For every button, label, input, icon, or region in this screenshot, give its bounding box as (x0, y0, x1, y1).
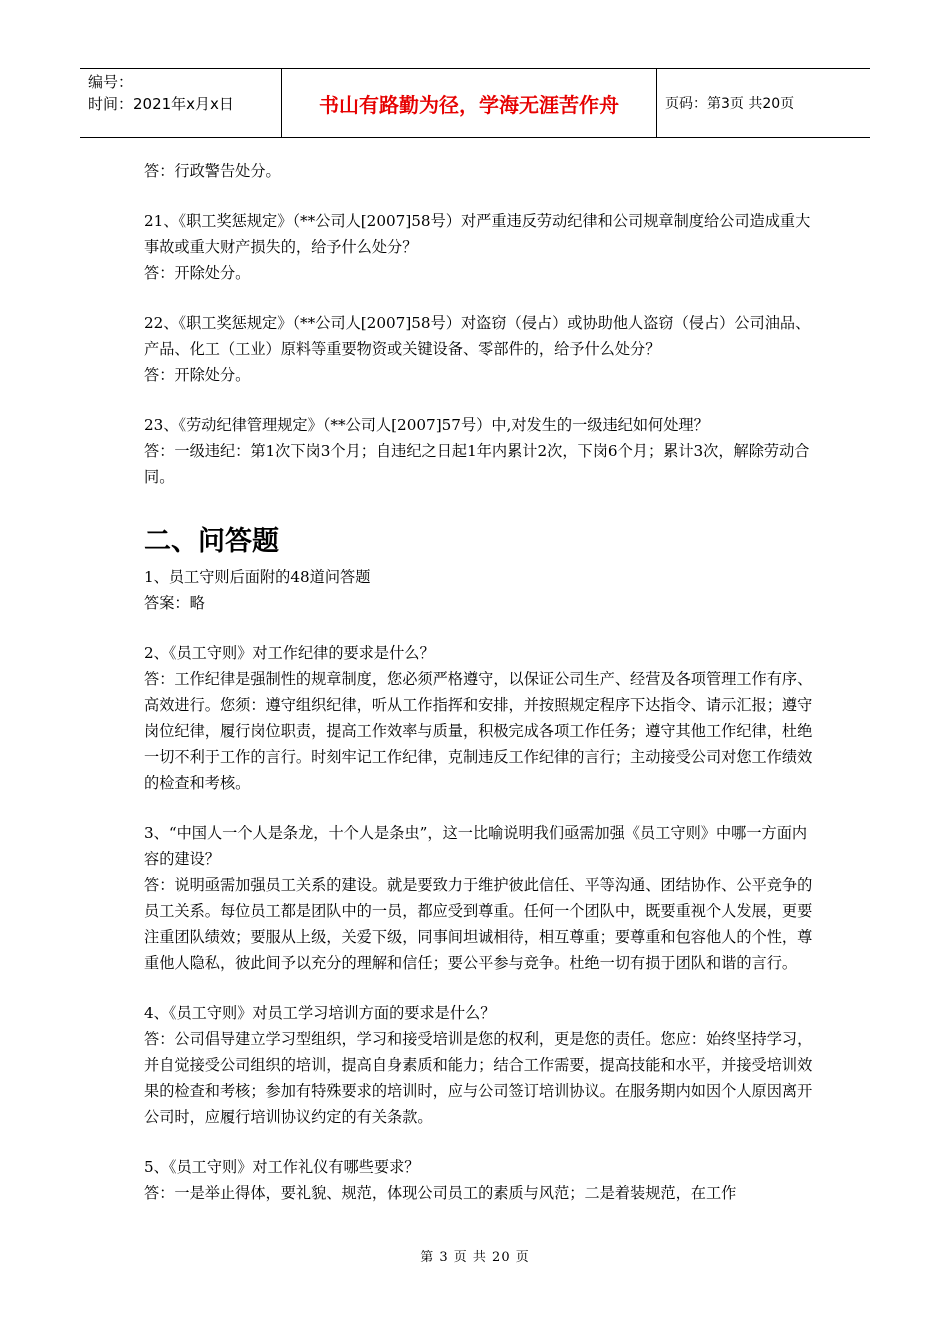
header-time-label: 时间：2021年x月x日 (88, 95, 234, 113)
question-list-qa (144, 564, 816, 1206)
paragraph: 答：行政警告处分。 (144, 162, 281, 180)
paragraph: 答：一是举止得体，要礼貌、规范，体现公司员工的素质与风范；二是着装规范，在工作 (144, 1184, 737, 1202)
paragraph: 5、《员工守则》对工作礼仪有哪些要求？ (144, 1158, 420, 1176)
header-number-label: 编号： (88, 73, 134, 91)
paragraph-gap (144, 184, 816, 208)
paragraph: 3、“中国人一个人是条龙，十个人是条虫”，这一比喻说明我们亟需加强《员工守则》中哪一方面内容的建设？ (144, 824, 808, 868)
header-motto: 书山有路勤为径，学海无涯苦作舟 (319, 92, 619, 117)
paragraph: 答：开除处分。 (144, 366, 251, 384)
paragraph: 23、《劳动纪律管理规定》（**公司人[2007]57号）中,对发生的一级违纪如何处理？ (144, 416, 709, 434)
paragraph: 答：说明亟需加强员工关系的建设。就是要致力于维护彼此信任、平等沟通、团结协作、公平竞争的员工关系。每位员工都是团队中的一员，都应受到尊重。任何一个团队中，既要重视个人发展，更要注重团队绩效；要服从上级，关爱下级，同事间坦诚相待，相互尊重；要尊重和包容他人的个性，尊重他人隐私，彼此间予以充分的理解和信任；要公平参与竞争。杜绝一切有损于团队和谐的言行。 (144, 876, 813, 972)
document-body (144, 158, 816, 1206)
paragraph-gap (144, 796, 816, 820)
page-footer: 第 3 页 共 20 页 (420, 1250, 530, 1265)
paragraph: 答：工作纪律是强制性的规章制度，您必须严格遵守，以保证公司生产、经营及各项管理工作有序、高效进行。您须：遵守组织纪律，听从工作指挥和安排，并按照规定程序下达指令、请示汇报；遵守岗位纪律，履行岗位职责，提高工作效率与质量，积极完成各项工作任务；遵守其他工作纪律，杜绝一切不利于工作的言行。时刻牢记工作纪律，克制违反工作纪律的言行；主动接受公司对您工作绩效的检查和考核。 (144, 670, 813, 792)
header-motto-cell (282, 69, 657, 137)
paragraph-gap (144, 1130, 816, 1154)
paragraph: 21、《职工奖惩规定》（**公司人[2007]58号）对严重违反劳动纪律和公司规章制度给公司造成重大事故或重大财产损失的，给予什么处分？ (144, 212, 811, 256)
paragraph: 22、《职工奖惩规定》（**公司人[2007]58号）对盗窃（侵占）或协助他人盗窃（侵占）公司油品、产品、化工（工业）原料等重要物资或关键设备、零部件的，给予什么处分？ (144, 314, 811, 358)
paragraph: 2、《员工守则》对工作纪律的要求是什么？ (144, 644, 435, 662)
paragraph-gap (144, 286, 816, 310)
paragraph: 答案：略 (144, 594, 205, 612)
paragraph-gap (144, 616, 816, 640)
header-page-info: 页码：第3页 共20页 (665, 96, 795, 112)
paragraph: 4、《员工守则》对员工学习培训方面的要求是什么？ (144, 1004, 496, 1022)
section-title: 二、问答题 (144, 526, 279, 557)
paragraph-gap (144, 388, 816, 412)
question-list-fill-in (144, 158, 816, 490)
header-meta (80, 69, 282, 137)
paragraph: 答：开除处分。 (144, 264, 251, 282)
paragraph: 1、员工守则后面附的48道问答题 (144, 568, 371, 586)
page-header (80, 68, 870, 138)
paragraph: 答：一级违纪：第1次下岗3个月；自违纪之日起1年内累计2次，下岗6个月；累计3次，解除劳动合同。 (144, 442, 810, 486)
paragraph: 答：公司倡导建立学习型组织，学习和接受培训是您的权利，更是您的责任。您应：始终坚持学习，并自觉接受公司组织的培训，提高自身素质和能力；结合工作需要，提高技能和水平，并接受培训效果的检查和考核；参加有特殊要求的培训时，应与公司签订培训协议。在服务期内如因个人原因离开公司时，应履行培训协议约定的有关条款。 (144, 1030, 813, 1126)
paragraph-gap (144, 976, 816, 1000)
